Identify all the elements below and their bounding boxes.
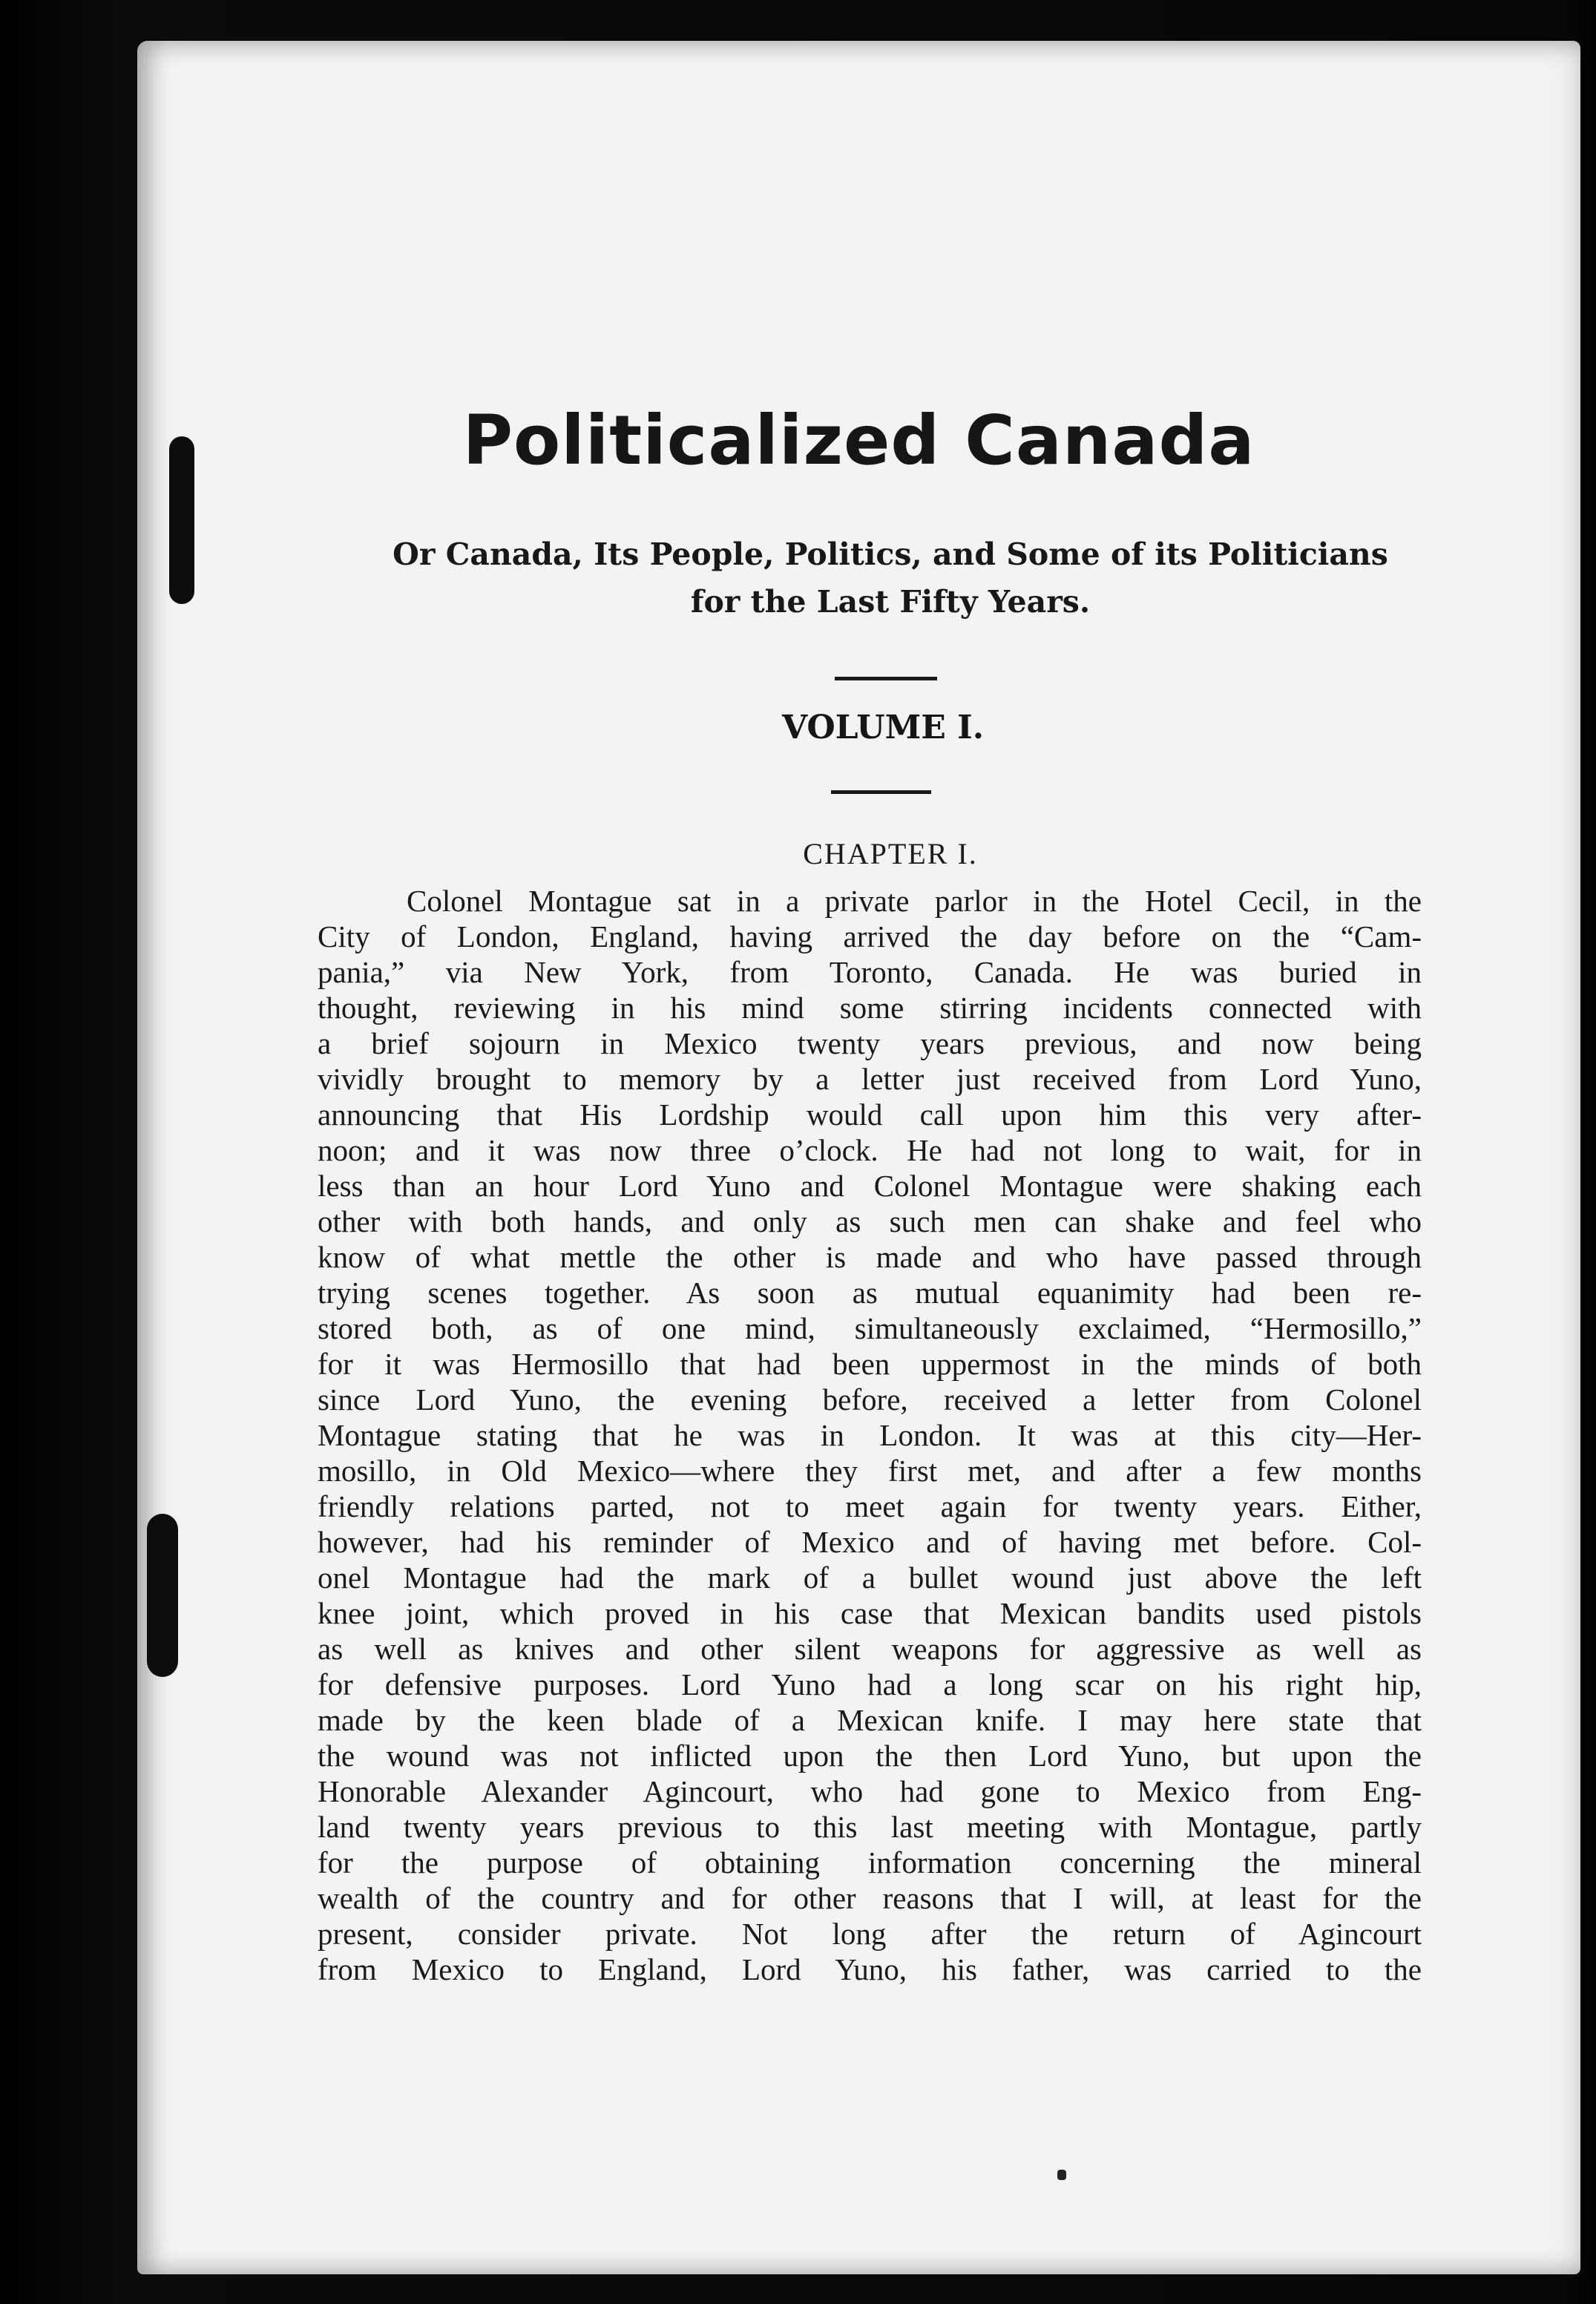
text-line: for defensive purposes. Lord Yuno had a long scar on his right hip,	[318, 1667, 1422, 1701]
text-line: the wound was not inflicted upon the then Lord Yuno, but upon the	[318, 1739, 1422, 1773]
text-line: mosillo, in Old Mexico—where they first met, and after a few months	[318, 1454, 1422, 1488]
text-line: made by the keen blade of a Mexican knife. I may here state that	[318, 1703, 1422, 1737]
volume-heading: VOLUME I.	[781, 709, 985, 746]
text-line: for it was Hermosillo that had been uppermost in the minds of both	[318, 1347, 1422, 1381]
chapter-body-text	[318, 883, 1422, 1987]
divider-rule-bottom	[831, 790, 931, 794]
text-line: trying scenes together. As soon as mutual equanimity had been re-	[318, 1276, 1422, 1310]
text-line: wealth of the country and for other reasons that I will, at least for the	[318, 1881, 1422, 1915]
text-line: land twenty years previous to this last meeting with Montague, partly	[318, 1810, 1422, 1844]
text-line: for the purpose of obtaining information concerning the mineral	[318, 1845, 1422, 1880]
subtitle-line: Or Canada, Its People, Politics, and Some of its Politicians	[393, 536, 1388, 572]
text-line: Honorable Alexander Agincourt, who had gone to Mexico from Eng-	[318, 1774, 1422, 1808]
text-line: a brief sojourn in Mexico twenty years previous, and now being	[318, 1026, 1422, 1060]
text-line: however, had his reminder of Mexico and of having met before. Col-	[318, 1525, 1422, 1559]
text-line: Colonel Montague sat in a private parlor in the Hotel Cecil, in the	[407, 884, 1422, 918]
text-line: onel Montague had the mark of a bullet wound just above the left	[318, 1560, 1422, 1595]
text-line: City of London, England, having arrived the day before on the “Cam-	[318, 919, 1422, 954]
binding-hole-mark-lower	[147, 1514, 178, 1677]
book-title: Politicalized Canada	[462, 401, 1255, 480]
text-line: other with both hands, and only as such men can shake and feel who	[318, 1204, 1422, 1238]
text-line: thought, reviewing in his mind some stirring incidents connected with	[318, 991, 1422, 1025]
chapter-heading: CHAPTER I.	[803, 837, 978, 870]
text-line: announcing that His Lordship would call upon him this very after-	[318, 1097, 1422, 1132]
text-line: less than an hour Lord Yuno and Colonel Montague were shaking each	[318, 1169, 1422, 1203]
text-line: pania,” via New York, from Toronto, Canada. He was buried in	[318, 955, 1422, 989]
text-line: since Lord Yuno, the evening before, received a letter from Colonel	[318, 1382, 1422, 1417]
ink-speck	[1057, 2170, 1066, 2180]
text-line: Montague stating that he was in London. It was at this city—Her-	[318, 1418, 1422, 1452]
text-line: noon; and it was now three o’clock. He had not long to wait, for in	[318, 1133, 1422, 1167]
text-line: knee joint, which proved in his case that Mexican bandits used pistols	[318, 1596, 1422, 1630]
text-line: present, consider private. Not long after the return of Agincourt	[318, 1917, 1422, 1951]
subtitle-line: for the Last Fifty Years.	[690, 584, 1091, 620]
text-line: friendly relations parted, not to meet again for twenty years. Either,	[318, 1489, 1422, 1523]
text-line: vividly brought to memory by a letter just received from Lord Yuno,	[318, 1062, 1422, 1096]
book-subtitle	[297, 531, 1484, 626]
divider-rule-top	[835, 677, 937, 680]
text-line: stored both, as of one mind, simultaneously exclaimed, “Hermosillo,”	[318, 1311, 1422, 1345]
text-line: know of what mettle the other is made and who have passed through	[318, 1240, 1422, 1274]
text-line: as well as knives and other silent weapons for aggressive as well as	[318, 1632, 1422, 1666]
text-line: from Mexico to England, Lord Yuno, his father, was carried to the	[318, 1952, 1422, 1986]
